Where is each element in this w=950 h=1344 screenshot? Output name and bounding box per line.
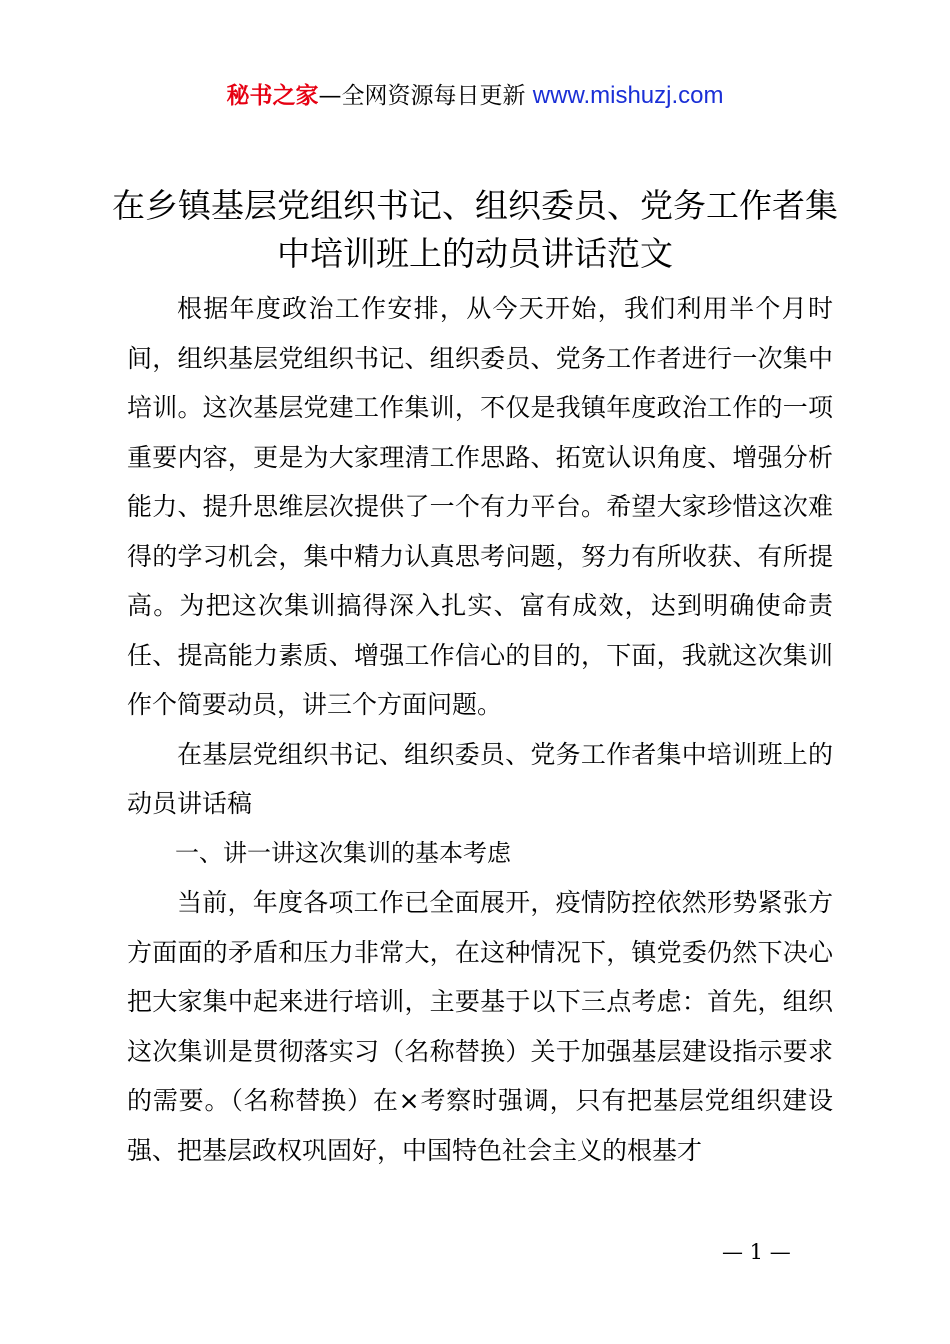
subtitle-paragraph: 在基层党组织书记、组织委员、党务工作者集中培训班上的动员讲话稿	[127, 739, 833, 818]
section-heading: 一、讲一讲这次集训的基本考虑	[175, 838, 511, 867]
site-url-link[interactable]: www.mishuzj.com	[532, 82, 724, 109]
site-header	[0, 80, 950, 112]
page-number: — 1 —	[722, 1240, 791, 1264]
document-body	[127, 284, 833, 1175]
site-tagline: —全网资源每日更新	[318, 83, 533, 109]
section-paragraph: 当前，年度各项工作已全面展开，疫情防控依然形势紧张方方面面的矛盾和压力非常大，在这种情况下，镇党委仍然下决心把大家集中起来进行培训，主要基于以下三点考虑：首先，组织这次集训是贯彻落实习（名称替换）关于加强基层建设指示要求的需要。（名称替换）在×考察时强调，只有把基层党组织建设强、把基层政权巩固好，中国特色社会主义的根基才	[127, 888, 833, 1165]
document-title: 在乡镇基层党组织书记、组织委员、党务工作者集中培训班上的动员讲话范文	[112, 186, 838, 273]
intro-paragraph: 根据年度政治工作安排，从今天开始，我们利用半个月时间，组织基层党组织书记、组织委员、党务工作者进行一次集中培训。这次基层党建工作集训，不仅是我镇年度政治工作的一项重要内容，更是为大家理清工作思路、拓宽认识角度、增强分析能力、提升思维层次提供了一个有力平台。希望大家珍惜这次难得的学习机会，集中精力认真思考问题，努力有所收获、有所提高。为把这次集训搞得深入扎实、富有成效，达到明确使命责任、提高能力素质、增强工作信心的目的，下面，我就这次集训作个简要动员，讲三个方面问题。	[127, 294, 833, 719]
site-brand: 秘书之家	[226, 83, 319, 109]
